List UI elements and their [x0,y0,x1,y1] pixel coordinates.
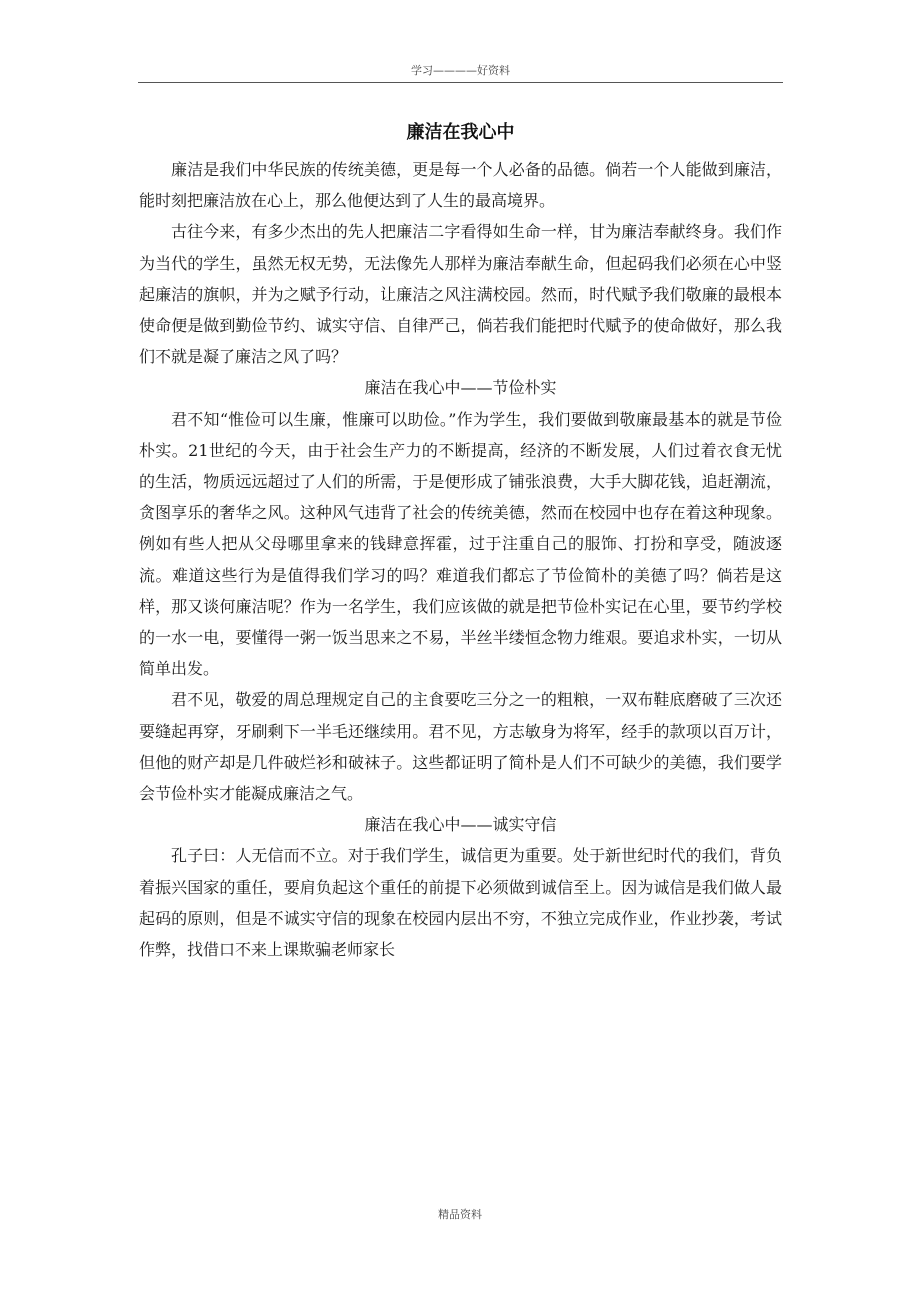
section-paragraph: 孔子曰：人无信而不立。对于我们学生，诚信更为重要。处于新世纪时代的我们，背负着振兴国家的重任，要肩负起这个重任的前提下必须做到诚信至上。因为诚信是我们做人最起码的原则，但是不诚实守信的现象在校园内层出不穷，不独立完成作业，作业抄袭，考试作弊，找借口不来上课欺骗老师家长 [139,846,782,960]
document-title: 廉洁在我心中 [406,122,515,143]
intro-paragraph: 古往今来，有多少杰出的先人把廉洁二字看得如生命一样，甘为廉洁奉献终身。我们作为当代的学生，虽然无权无势，无法像先人那样为廉洁奉献生命，但起码我们必须在心中竖起廉洁的旗帜，并为之赋予行动，让廉洁之风注满校园。然而，时代赋予我们敬廉的最根本使命便是做到勤俭节约、诚实守信、自律严己，倘若我们能把时代赋予的使命做好，那么我们不就是凝了廉洁之风了吗？ [139,222,782,367]
intro-paragraph: 廉洁是我们中华民族的传统美德，更是每一个人必备的品德。倘若一个人能做到廉洁，能时刻把廉洁放在心上，那么他便达到了人生的最高境界。 [139,160,782,211]
footer-text: 精品资料 [438,1208,482,1221]
document-body [139,120,782,965]
page-header [138,62,783,83]
page-footer [0,1206,920,1222]
section-heading-frugality: 廉洁在我心中——节俭朴实 [364,378,557,398]
section-heading-honesty: 廉洁在我心中——诚实守信 [364,815,557,835]
section-paragraph: 君不知“惟俭可以生廉，惟廉可以助俭。”作为学生，我们要做到敬廉最基本的就是节俭朴实。21世纪的今天，由于社会生产力的不断提高，经济的不断发展，人们过着衣食无忧的生活，物质远远超过了人们的所需，于是便形成了铺张浪费，大手大脚花钱，追赶潮流，贪图享乐的奢华之风。这种风气违背了社会的传统美德，然而在校园中也存在着这种现象。例如有些人把从父母哪里拿来的钱肆意挥霍，过于注重自己的服饰、打扮和享受，随波逐流。难道这些行为是值得我们学习的吗？难道我们都忘了节俭简朴的美德了吗？倘若是这样，那又谈何廉洁呢？作为一名学生，我们应该做的就是把节俭朴实记在心里，要节约学校的一水一电，要懂得一粥一饭当思来之不易，半丝半缕恒念物力维艰。要追求朴实，一切从简单出发。 [139,409,782,679]
header-text: 学习————好资料 [411,64,510,77]
section-paragraph: 君不见，敬爱的周总理规定自己的主食要吃三分之一的粗粮，一双布鞋底磨破了三次还要缝起再穿，牙刷剩下一半毛还继续用。君不见，方志敏身为将军，经手的款项以百万计，但他的财产却是几件破烂衫和破袜子。这些都证明了简朴是人们不可缺少的美德，我们要学会节俭朴实才能凝成廉洁之气。 [139,690,782,804]
